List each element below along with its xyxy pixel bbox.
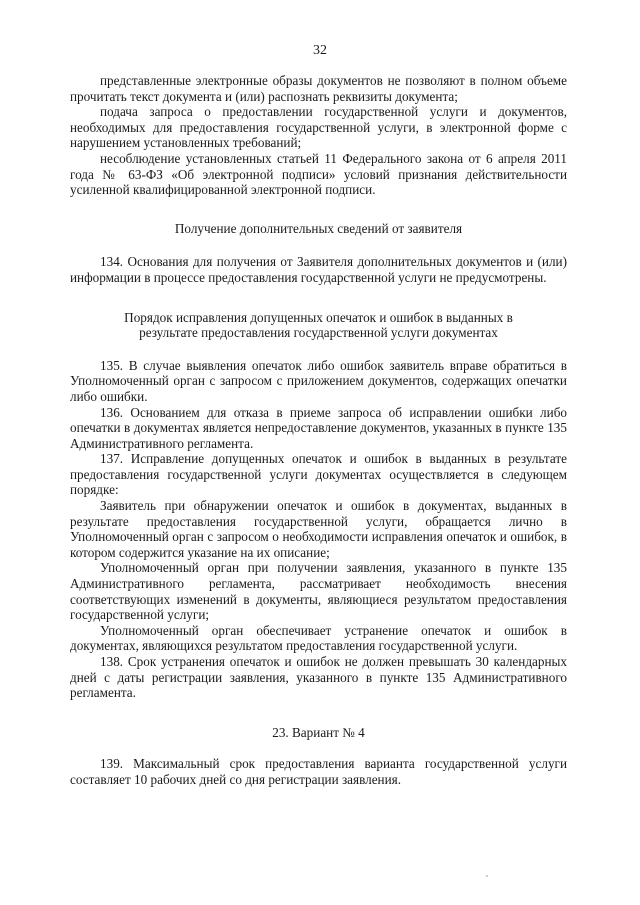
section-heading-corrections [70, 310, 567, 341]
paragraph: подача запроса о предоставлении государственной услуги и документов, необходимых для предоставления государственной услуги, в электронной форме с нарушением установленных требований; [70, 104, 567, 151]
paragraph-136: 136. Основанием для отказа в приеме запроса об исправлении ошибки либо опечатки в документах является непредоставление документов, указанных в пункте 135 Административного регламента. [70, 404, 567, 451]
section-heading-variant: 23. Вариант № 4 [272, 724, 365, 740]
paragraph: Уполномоченный орган обеспечивает устранение опечаток и ошибок в документах, являющихся результатом предоставления государственной услуги. [70, 622, 567, 654]
section-heading-additional-info: Получение дополнительных сведений от заявителя [174, 220, 463, 236]
paragraph: представленные электронные образы документов не позволяют в полном объеме прочитать текст документа и (или) распознать реквизиты документа; [70, 73, 567, 104]
document-body [70, 73, 567, 788]
paragraph: Уполномоченный орган при получении заявления, указанного в пункте 135 Административного регламента, рассматривает необходимость внесения соответствующих изменений в документы, являющиеся результатом предоставления государственной услуги; [70, 560, 567, 623]
paragraph-135: 135. В случае выявления опечаток либо ошибок заявитель вправе обратиться в Уполномоченный орган с запросом с приложением документов, содержащих опечатки либо ошибки. [70, 357, 567, 404]
paragraph-134: 134. Основания для получения от Заявителя дополнительных документов и (или) информации в процессе предоставления государственной услуги не предусмотрены. [70, 254, 567, 285]
page-number: 32 [313, 43, 327, 58]
paragraph-137: 137. Исправление допущенных опечаток и ошибок в выданных в результате предоставления государственной услуги документах осуществляется в следующем порядке: [70, 451, 567, 498]
paragraph-138: 138. Срок устранения опечаток и ошибок не должен превышать 30 календарных дней с даты регистрации заявления, указанного в пункте 135 Административного регламента. [70, 654, 567, 701]
paragraph: Заявитель при обнаружении опечаток и ошибок в документах, выданных в результате предоставления государственной услуги, обращается лично в Уполномоченный орган с запросом о необходимости исправления опечаток и ошибок, в котором содержится указание на их описание; [70, 498, 567, 560]
paragraph-139: 139. Максимальный срок предоставления варианта государственной услуги составляет 10 рабочих дней со дня регистрации заявления. [70, 756, 567, 787]
scan-speck [486, 875, 488, 877]
heading-line: результате предоставления государственной услуги документах [139, 325, 498, 341]
heading-line: Порядок исправления допущенных опечаток и ошибок в выданных в [124, 309, 513, 325]
paragraph: несоблюдение установленных статьей 11 Федерального закона от 6 апреля 2011 года № 63-ФЗ «Об электронной подписи» условий признания действительности усиленной квалифицированной электронной подписи. [70, 150, 567, 198]
